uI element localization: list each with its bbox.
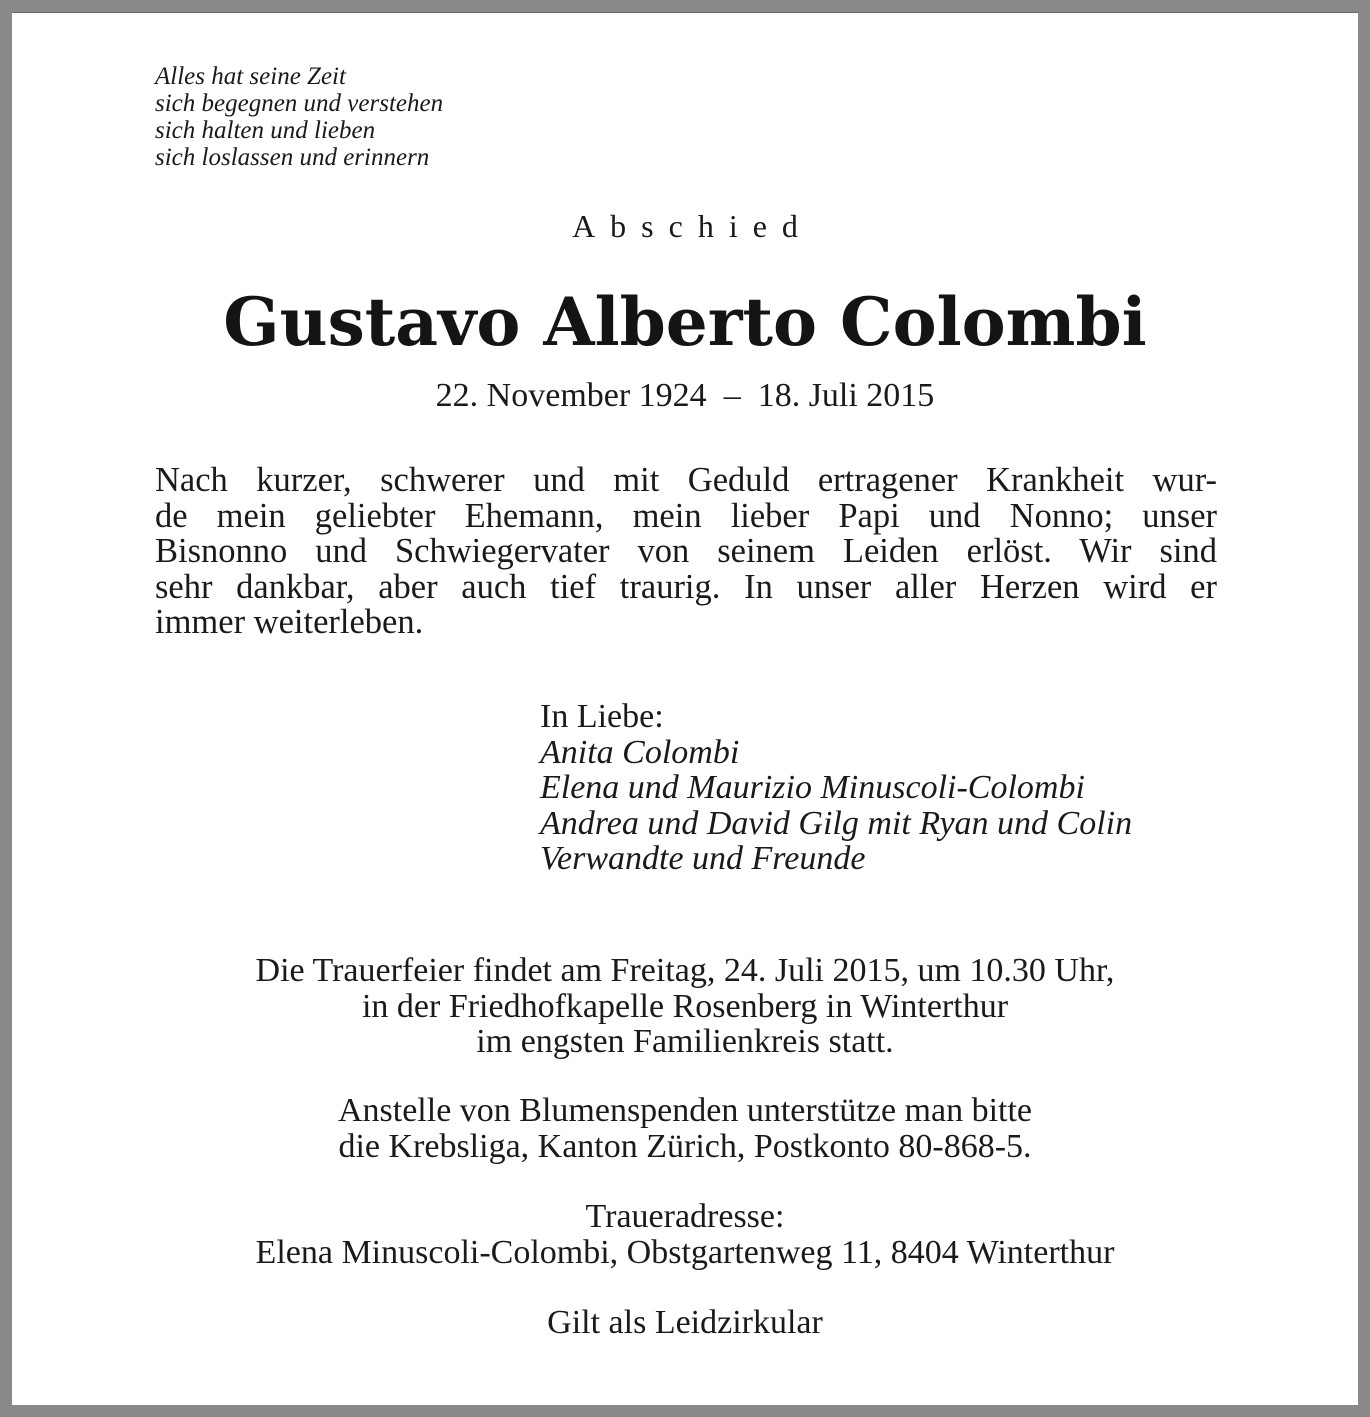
donation-info [12,1093,1358,1164]
motto-line: sich loslassen und erinnern [155,144,430,171]
mourners-lead: In Liebe: [540,698,664,735]
mourner-name: Anita Colombi [540,733,740,771]
birth-date: 22. November 1924 [435,377,707,414]
mourners-block [540,699,1132,877]
motto-line: sich halten und lieben [155,117,376,144]
circular-note: Gilt als Leidzirkular [547,1304,823,1341]
mourner-name: Verwandte und Freunde [540,840,866,877]
mourning-address [12,1199,1358,1270]
address-value: Elena Minuscoli-Colombi, Obstgartenweg 11, 8404 Winterthur [255,1233,1115,1271]
motto-verse [155,63,443,171]
donation-line: Anstelle von Blumenspenden unterstütze man bitte [337,1092,1032,1129]
announcement-text [155,463,1217,641]
page-frame [12,12,1358,1405]
announcement-line: de mein geliebter Ehemann, mein lieber Papi und Nonno; unser [155,496,1217,535]
announcement-line: immer weiterleben. [155,603,424,641]
deceased-name: Gustavo Alberto Colombi [223,283,1147,361]
announcement-line: sehr dankbar, aber auch tief traurig. In unser aller Herzen wird er [155,567,1217,606]
announcement-line: Bisnonno und Schwiegervater von seinem Leiden erlöst. Wir sind [155,532,1217,570]
address-label: Traueradresse: [585,1198,785,1235]
date-separator: – [723,377,741,414]
notice-heading: Abschied [572,208,813,244]
death-date: 18. Juli 2015 [757,377,935,414]
life-dates [12,377,1358,415]
motto-line: sich begegnen und verstehen [155,90,444,117]
mourners-list [540,735,1132,877]
ceremony-line: im engsten Familienkreis statt. [476,1023,894,1060]
obituary-notice [12,13,1358,1406]
announcement-line: Nach kurzer, schwerer und mit Geduld ertragener Krankheit wur- [155,461,1217,499]
mourner-name: Andrea und David Gilg mit Ryan und Colin [540,804,1133,842]
ceremony-info [12,953,1358,1060]
ceremony-line: in der Friedhofkapelle Rosenberg in Winterthur [361,987,1009,1025]
donation-line: die Krebsliga, Kanton Zürich, Postkonto 80-868-5. [338,1127,1032,1165]
motto-line: Alles hat seine Zeit [155,63,346,90]
mourner-name: Elena und Maurizio Minuscoli-Colombi [540,769,1085,806]
ceremony-line: Die Trauerfeier findet am Freitag, 24. Juli 2015, um 10.30 Uhr, [255,952,1115,989]
